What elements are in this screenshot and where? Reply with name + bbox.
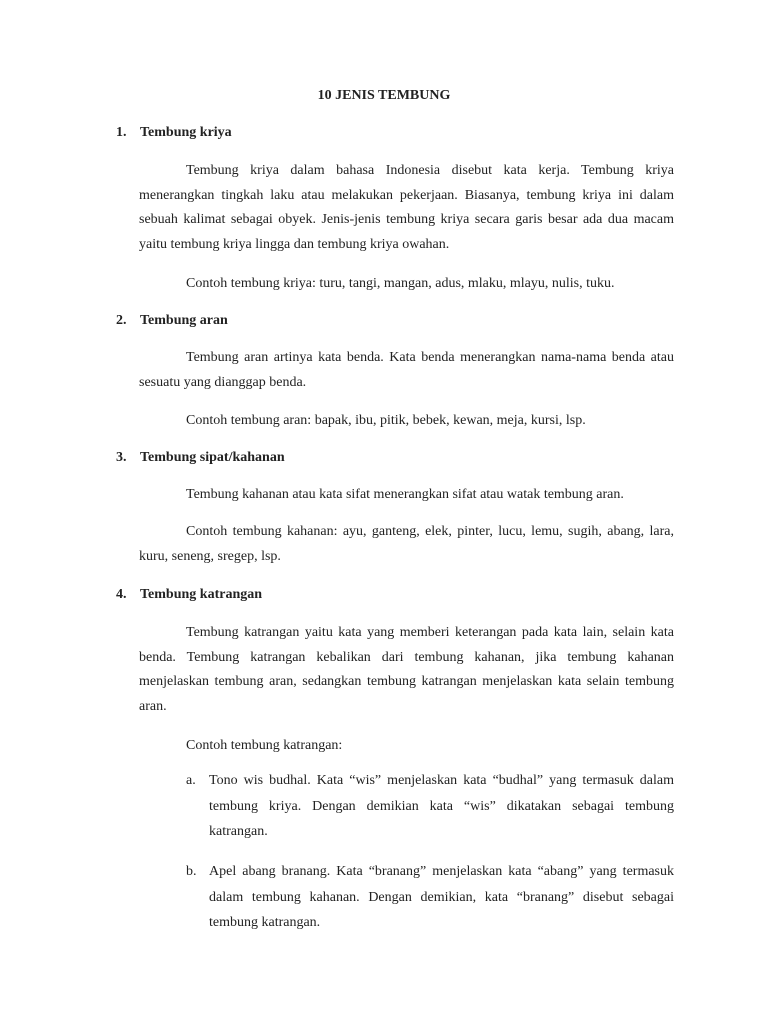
list-marker-b: b. bbox=[186, 864, 197, 879]
section-4-example-intro: Contoh tembung katrangan: bbox=[186, 738, 343, 753]
section-heading-3 bbox=[116, 450, 285, 466]
section-3-example: Contoh tembung kahanan: ayu, ganteng, elek, pinter, lucu, lemu, sugih, abang, lara, kuru, seneng, sregep, lsp. bbox=[139, 524, 674, 564]
section-number-1: 1. bbox=[116, 125, 127, 140]
list-item-b bbox=[186, 859, 674, 936]
document-title: 10 JENIS TEMBUNG bbox=[317, 88, 451, 103]
section-title-1: Tembung kriya bbox=[140, 125, 232, 140]
section-2-paragraph-1: Tembung aran artinya kata benda. Kata benda menerangkan nama-nama benda atau sesuatu yang dianggap benda. bbox=[139, 350, 674, 390]
section-2-example: Contoh tembung aran: bapak, ibu, pitik, bebek, kewan, meja, kursi, lsp. bbox=[186, 413, 586, 428]
list-text-a: Tono wis budhal. Kata “wis” menjelaskan kata “budhal” yang termasuk dalam tembung kriya. Dengan demikian kata “wis” dikatakan sebagai tembung katrangan. bbox=[209, 773, 674, 839]
section-4-paragraph-1: Tembung katrangan yaitu kata yang memberi keterangan pada kata lain, selain kata benda. Tembung katrangan kebalikan dari tembung kahanan, jika tembung kahanan menjelaskan tembung aran, sedangkan tembung katrangan menjelaskan kata selain tembung aran. bbox=[139, 625, 674, 714]
list-marker-a: a. bbox=[186, 773, 196, 788]
section-heading-4 bbox=[116, 587, 262, 603]
section-number-3: 3. bbox=[116, 450, 127, 465]
section-title-3: Tembung sipat/kahanan bbox=[140, 450, 285, 465]
section-1-paragraph-1: Tembung kriya dalam bahasa Indonesia disebut kata kerja. Tembung kriya menerangkan tingkah laku atau melakukan pekerjaan. Biasanya, tembung kriya ini dalam sebuah kalimat sebagai obyek. Jenis-jenis tembung kriya secara garis besar ada dua macam yaitu tembung kriya lingga dan tembung kriya owahan. bbox=[139, 163, 674, 252]
section-1-example: Contoh tembung kriya: turu, tangi, mangan, adus, mlaku, mlayu, nulis, tuku. bbox=[186, 276, 615, 291]
section-heading-1 bbox=[116, 125, 232, 141]
section-number-4: 4. bbox=[116, 587, 127, 602]
list-item-a bbox=[186, 768, 674, 845]
list-text-b: Apel abang branang. Kata “branang” menjelaskan kata “abang” yang termasuk dalam tembung kahanan. Dengan demikian, kata “branang” disebut sebagai tembung katrangan. bbox=[209, 864, 674, 930]
section-3-paragraph-1: Tembung kahanan atau kata sifat menerangkan sifat atau watak tembung aran. bbox=[186, 487, 624, 502]
section-title-2: Tembung aran bbox=[140, 313, 228, 328]
section-number-2: 2. bbox=[116, 313, 127, 328]
section-title-4: Tembung katrangan bbox=[140, 587, 263, 602]
section-heading-2 bbox=[116, 313, 228, 329]
